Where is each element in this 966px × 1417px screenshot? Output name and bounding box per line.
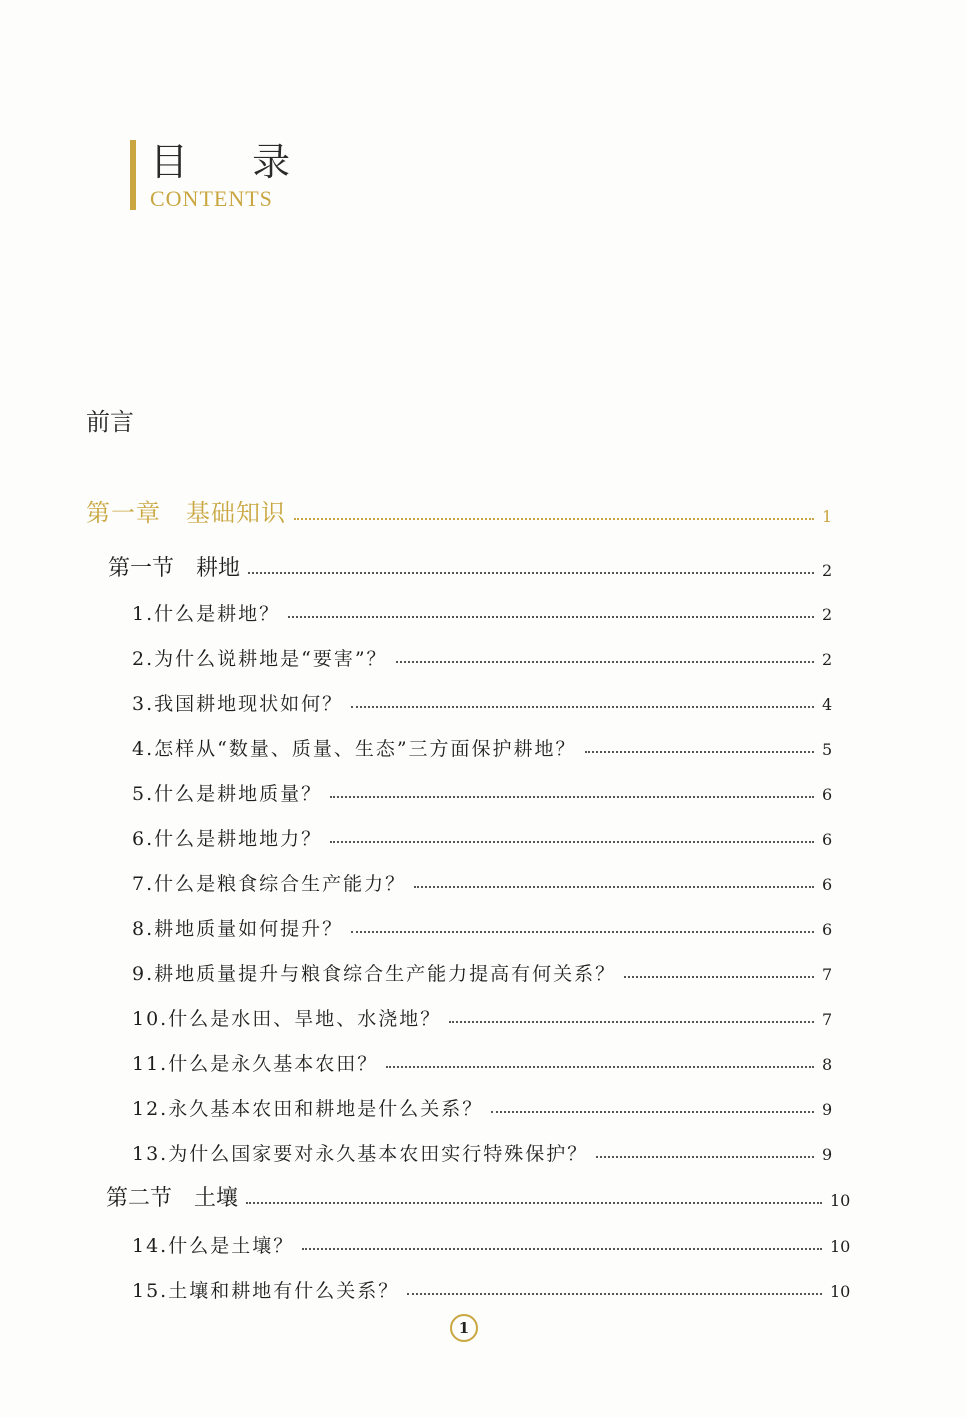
toc-entry-q13[interactable]: [0, 1132, 966, 1166]
dot-leader: [449, 1021, 814, 1023]
entry-label: 4.怎样从“数量、质量、生态”三方面保护耕地？: [132, 738, 577, 760]
entry-label: 13.为什么国家要对永久基本农田实行特殊保护？: [132, 1143, 589, 1165]
entry-page: 1: [822, 507, 833, 526]
dot-leader: [288, 616, 814, 618]
toc-entry-q7[interactable]: [0, 862, 966, 896]
entry-page: 2: [822, 561, 833, 580]
dot-leader: [351, 931, 814, 933]
entry-label: 6.什么是耕地地力？: [132, 828, 323, 850]
entry-page: 7: [822, 965, 833, 984]
entry-label: 14.什么是土壤？: [132, 1235, 295, 1257]
entry-label: 第一节 耕地: [108, 556, 241, 581]
entry-label: 8.耕地质量如何提升？: [132, 918, 344, 940]
toc-entry-q5[interactable]: [0, 772, 966, 806]
dot-leader: [330, 841, 814, 843]
toc-entry-section-1[interactable]: [0, 548, 966, 582]
toc-title: 目 录: [150, 140, 317, 184]
entry-page: 6: [822, 785, 833, 804]
dot-leader: [294, 518, 814, 520]
entry-page: 4: [822, 695, 833, 714]
page-number: 1: [450, 1314, 478, 1342]
toc-entry-q11[interactable]: [0, 1042, 966, 1076]
dot-leader: [596, 1156, 814, 1158]
entry-page: 2: [822, 650, 833, 669]
dot-leader: [246, 1202, 822, 1204]
toc-entry-preface[interactable]: 前言: [86, 408, 134, 436]
entry-page: 8: [822, 1055, 833, 1074]
toc-entry-q14[interactable]: [0, 1224, 966, 1258]
toc-entry-q2[interactable]: [0, 637, 966, 671]
entry-label: 第一章 基础知识: [86, 499, 286, 527]
entry-page: 6: [822, 875, 833, 894]
dot-leader: [414, 886, 814, 888]
entry-label: 9.耕地质量提升与粮食综合生产能力提高有何关系？: [132, 963, 617, 985]
dot-leader: [396, 661, 814, 663]
entry-page: 10: [830, 1191, 851, 1210]
toc-entry-q10[interactable]: [0, 997, 966, 1031]
entry-label: 10.什么是水田、旱地、水浇地？: [132, 1008, 442, 1030]
entry-page: 9: [822, 1145, 833, 1164]
toc-entry-q6[interactable]: [0, 817, 966, 851]
dot-leader: [386, 1066, 814, 1068]
dot-leader: [585, 751, 814, 753]
entry-label: 1.什么是耕地？: [132, 603, 281, 625]
dot-leader: [248, 572, 814, 574]
entry-label: 11.什么是永久基本农田？: [132, 1053, 379, 1075]
entry-label: 15.土壤和耕地有什么关系？: [132, 1280, 400, 1302]
entry-page: 9: [822, 1100, 833, 1119]
entry-label: 7.什么是粮食综合生产能力？: [132, 873, 407, 895]
entry-label: 2.为什么说耕地是“要害”？: [132, 648, 388, 670]
entry-page: 6: [822, 830, 833, 849]
toc-entry-chapter-1[interactable]: [0, 494, 966, 528]
dot-leader: [302, 1248, 822, 1250]
entry-label: 12.永久基本农田和耕地是什么关系？: [132, 1098, 484, 1120]
dot-leader: [330, 796, 814, 798]
toc-entry-q4[interactable]: [0, 727, 966, 761]
accent-bar: [130, 140, 136, 210]
entry-page: 10: [830, 1282, 851, 1301]
toc-entry-q9[interactable]: [0, 952, 966, 986]
toc-entry-q12[interactable]: [0, 1087, 966, 1121]
toc-entry-q15[interactable]: [0, 1269, 966, 1303]
entry-label: 5.什么是耕地质量？: [132, 783, 323, 805]
dot-leader: [407, 1293, 822, 1295]
entry-page: 10: [830, 1237, 851, 1256]
entry-page: 7: [822, 1010, 833, 1029]
entry-page: 2: [822, 605, 833, 624]
entry-label: 第二节 土壤: [106, 1186, 239, 1211]
toc-entry-q1[interactable]: [0, 592, 966, 626]
entry-page: 5: [822, 740, 833, 759]
entry-page: 6: [822, 920, 833, 939]
dot-leader: [491, 1111, 814, 1113]
toc-entry-q3[interactable]: [0, 682, 966, 716]
dot-leader: [351, 706, 814, 708]
toc-subtitle: CONTENTS: [150, 186, 273, 211]
toc-entry-section-2[interactable]: [0, 1178, 966, 1212]
entry-label: 3.我国耕地现状如何？: [132, 693, 344, 715]
dot-leader: [624, 976, 814, 978]
toc-entry-q8[interactable]: [0, 907, 966, 941]
